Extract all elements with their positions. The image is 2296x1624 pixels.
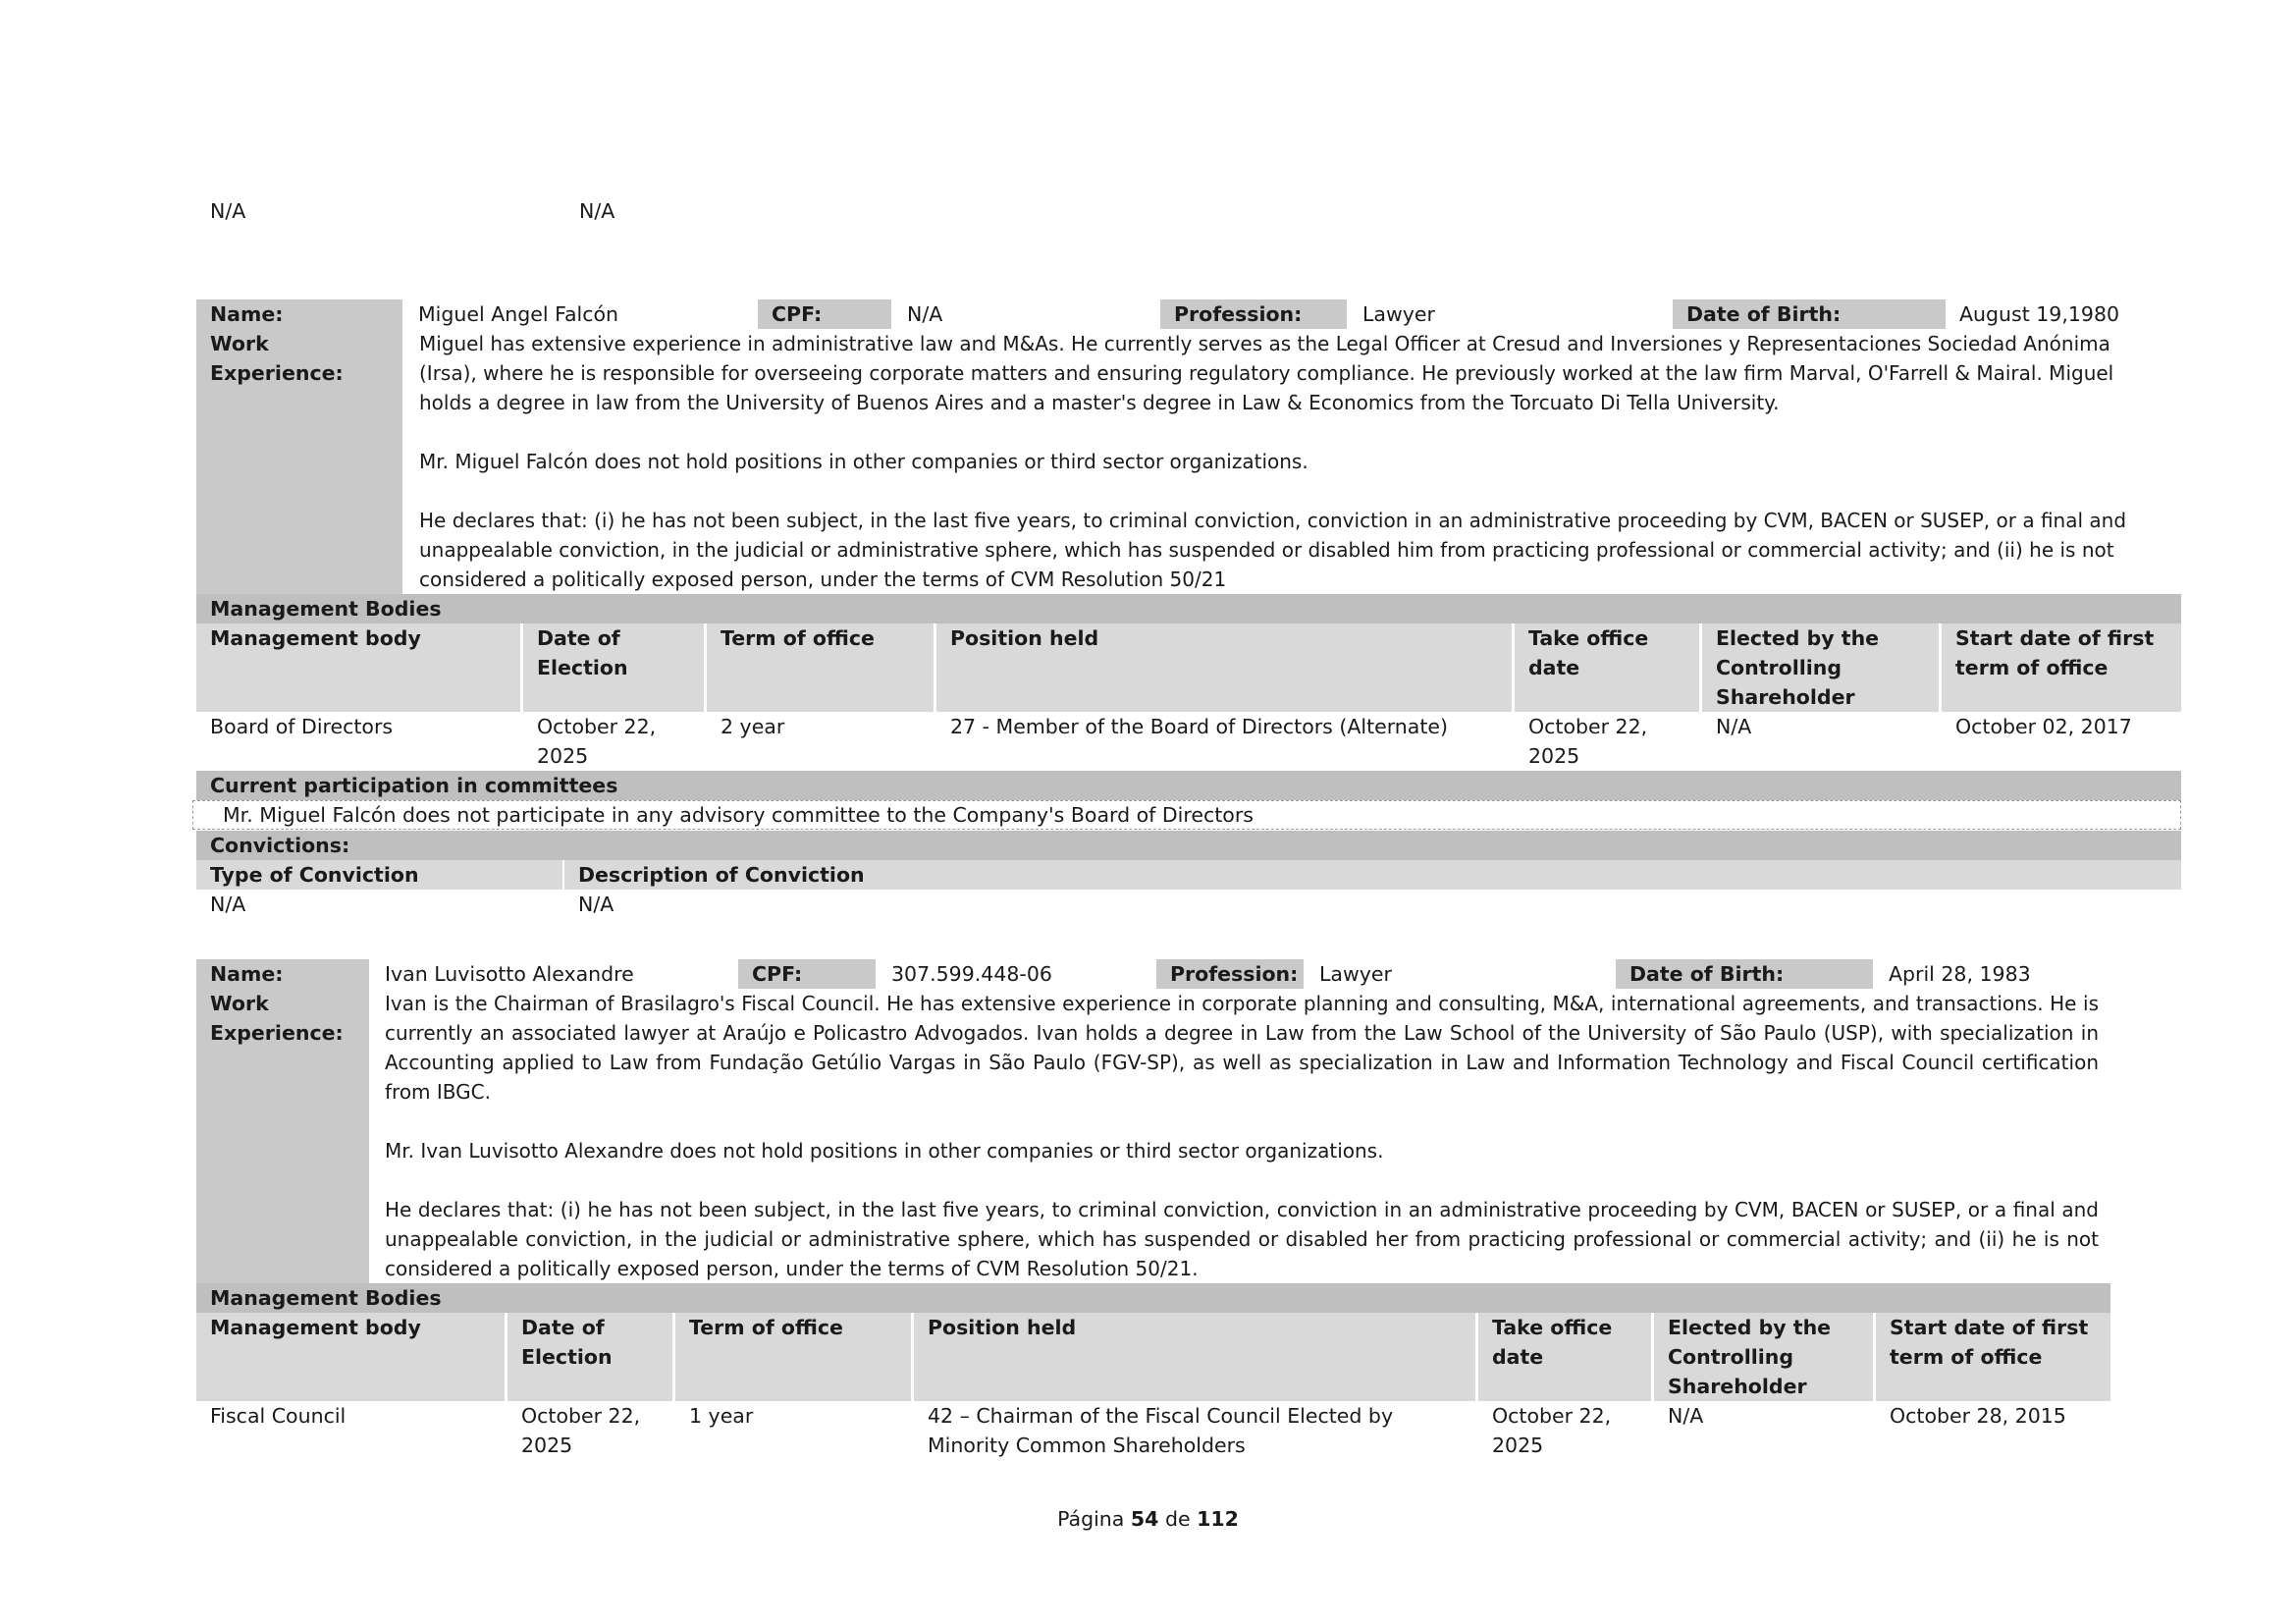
mgmt-table-row: [196, 1401, 2110, 1460]
col-start-date: Start date of first term of office: [1942, 623, 2181, 712]
cpf-value: 307.599.448-06: [891, 962, 1052, 986]
committees-header: Current participation in committees: [196, 771, 2181, 800]
work-label-line2: Experience:: [210, 361, 344, 385]
mgmt-table-row: [196, 712, 2181, 771]
col-elected-by: Elected by the Controlling Shareholder: [1654, 1313, 1873, 1401]
cell-date-of-election: October 22, 2025: [521, 1404, 641, 1457]
work-label-line1: Work: [210, 332, 269, 355]
work-label-line2: Experience:: [210, 1021, 344, 1045]
mgmt-table-header: [196, 1313, 2110, 1401]
dob-label: Date of Birth:: [1673, 299, 1946, 329]
work-experience-label: [196, 329, 402, 594]
col-management-body: Management body: [196, 623, 520, 712]
description-of-conviction-header: Description of Conviction: [564, 860, 2181, 890]
work-paragraph: He declares that: (i) he has not been subject, in the last five years, to criminal conviction, conviction in an administrative proceeding by CVM, BACEN or SUSEP, or a final and unappealable conviction, in the judicial or administrative sphere, which has suspended or disabled her from practicing professional or commercial activity; and (ii) he is not considered a politically exposed person, under the terms of CVM Resolution 50/21.: [385, 1198, 2099, 1280]
work-paragraph: Mr. Ivan Luvisotto Alexandre does not hold positions in other companies or third sector organizations.: [385, 1139, 1384, 1163]
committees-text: Mr. Miguel Falcón does not participate in any advisory committee to the Company's Board of Directors: [192, 800, 2181, 830]
conviction-type-value: N/A: [210, 893, 246, 916]
name-value: Miguel Angel Falcón: [418, 302, 619, 326]
cell-position-held: 27 - Member of the Board of Directors (Alternate): [950, 715, 1449, 738]
name-label: Name:: [196, 299, 402, 329]
cell-elected-by: N/A: [1716, 715, 1752, 738]
col-date-of-election: Date of Election: [507, 1313, 672, 1401]
cell-management-body: Board of Directors: [210, 715, 394, 738]
conviction-description-value: N/A: [578, 893, 614, 916]
footer-prefix: Página: [1057, 1507, 1125, 1531]
col-term-of-office: Term of office: [675, 1313, 911, 1401]
cell-elected-by: N/A: [1668, 1404, 1704, 1428]
cell-date-of-election: October 22, 2025: [537, 715, 657, 768]
col-position-held: Position held: [914, 1313, 1475, 1401]
management-bodies-header: Management Bodies: [196, 1283, 2110, 1313]
cell-position-held: 42 – Chairman of the Fiscal Council Elected by Minority Common Shareholders: [928, 1404, 1394, 1457]
col-date-of-election: Date of Election: [523, 623, 704, 712]
work-experience-label: [196, 989, 369, 1283]
work-paragraph: Ivan is the Chairman of Brasilagro's Fiscal Council. He has extensive experience in corporate planning and consulting, M&A, international agreements, and transactions. He is currently an associated lawyer at Araújo e Policastro Advogados. Ivan holds a degree in Law from the Law School of the University of São Paulo (USP), with specialization in Accounting applied to Law from Fundação Getúlio Vargas in São Paulo (FGV-SP), as well as specialization in Law and Information Technology and Fiscal Council certification from IBGC.: [385, 992, 2099, 1104]
profession-value: Lawyer: [1362, 302, 1435, 326]
convictions-header: Convictions:: [196, 831, 2181, 860]
dob-label: Date of Birth:: [1616, 959, 1873, 989]
prev-conviction-type: N/A: [210, 199, 246, 223]
page-number: 54: [1130, 1507, 1159, 1531]
management-bodies-header: Management Bodies: [196, 594, 2181, 623]
cell-term-of-office: 1 year: [689, 1404, 754, 1428]
work-paragraph: Miguel has extensive experience in administrative law and M&As. He currently serves as the Legal Officer at Cresud and Inversiones y Representaciones Sociedad Anónima (Irsa), where he is responsible for overseeing corporate matters and ensuring regulatory compliance. He previously worked at the law firm Marval, O'Farrell & Mairal. Miguel holds a degree in law from the University of Buenos Aires and a master's degree in Law & Economics from the Torcuato Di Tella University.: [419, 332, 2114, 414]
work-experience-text: [419, 329, 2157, 594]
page-footer: [0, 1504, 2296, 1534]
cell-take-office-date: October 22, 2025: [1492, 1404, 1612, 1457]
col-term-of-office: Term of office: [707, 623, 934, 712]
dob-value: August 19,1980: [1959, 302, 2120, 326]
profession-label: Profession:: [1156, 959, 1304, 989]
col-elected-by: Elected by the Controlling Shareholder: [1702, 623, 1939, 712]
cpf-value: N/A: [907, 302, 943, 326]
cell-start-date: October 02, 2017: [1955, 715, 2132, 738]
work-paragraph: Mr. Miguel Falcón does not hold positions in other companies or third sector organizations.: [419, 450, 1308, 473]
cell-term-of-office: 2 year: [721, 715, 785, 738]
cell-start-date: October 28, 2015: [1890, 1404, 2066, 1428]
cell-management-body: Fiscal Council: [210, 1404, 347, 1428]
prev-conviction-description: N/A: [579, 199, 615, 223]
col-take-office-date: Take office date: [1478, 1313, 1651, 1401]
footer-middle: de: [1164, 1507, 1191, 1531]
col-start-date: Start date of first term of office: [1876, 1313, 2110, 1401]
col-position-held: Position held: [936, 623, 1512, 712]
work-label-line1: Work: [210, 992, 269, 1015]
work-paragraph: He declares that: (i) he has not been subject, in the last five years, to criminal conviction, conviction in an administrative proceeding by CVM, BACEN or SUSEP, or a final and unappealable conviction, in the judicial or administrative sphere, which has suspended or disabled him from practicing professional or commercial activity; and (ii) he is not considered a politically exposed person, under the terms of CVM Resolution 50/21: [419, 509, 2127, 591]
profession-value: Lawyer: [1319, 962, 1392, 986]
col-take-office-date: Take office date: [1515, 623, 1699, 712]
profession-label: Profession:: [1160, 299, 1347, 329]
type-of-conviction-header: Type of Conviction: [196, 860, 562, 890]
dob-value: April 28, 1983: [1889, 962, 2031, 986]
col-management-body: Management body: [196, 1313, 505, 1401]
name-value: Ivan Luvisotto Alexandre: [385, 962, 634, 986]
work-experience-text: [385, 989, 2099, 1283]
cpf-label: CPF:: [758, 299, 891, 329]
name-label: Name:: [196, 959, 369, 989]
cell-take-office-date: October 22, 2025: [1528, 715, 1648, 768]
page-total: 112: [1197, 1507, 1239, 1531]
mgmt-table-header: [196, 623, 2181, 712]
cpf-label: CPF:: [738, 959, 876, 989]
